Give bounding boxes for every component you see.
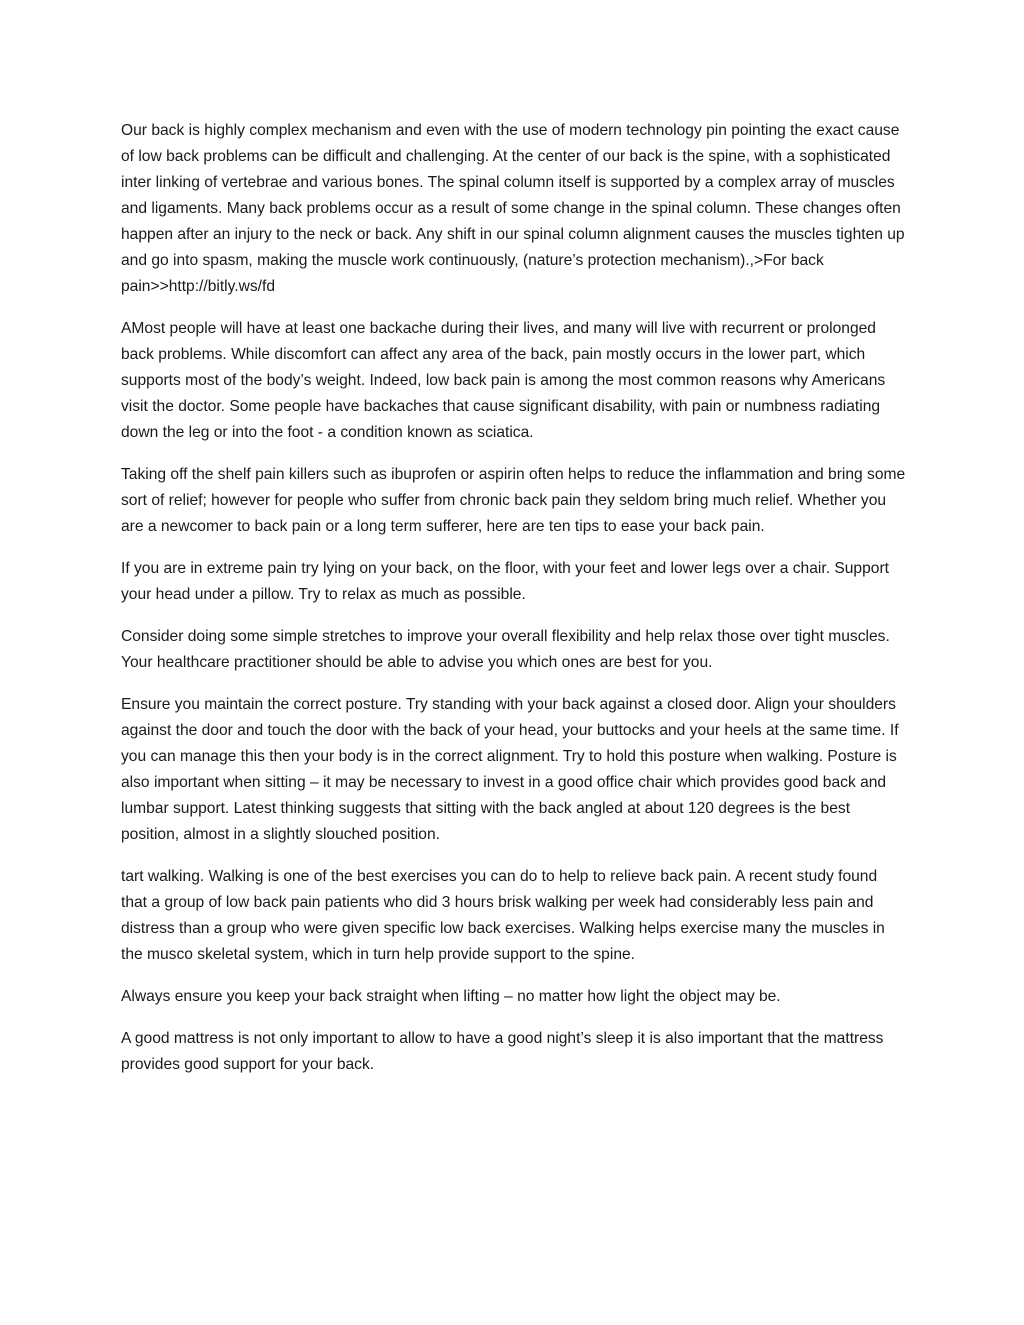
paragraph-posture: Ensure you maintain the correct posture. Try standing with your back against a closed door. Align your shoulders against the door and touch the door with the back of your head, your buttocks and your heels at the same time. If you can manage this then your body is in the correct alignment. Try to hold this posture when walking. Posture is also important when sitting – it may be necessary to invest in a good office chair which provides good back and lumbar support. Latest thinking suggests that sitting with the back angled at about 120 degrees is the best position, almost in a slightly slouched position. [121,696,899,843]
paragraph-stretches: Consider doing some simple stretches to improve your overall flexibility and help relax those over tight muscles. Your healthcare practitioner should be able to advise you which ones are best for you. [121,628,890,671]
document-page [121,118,906,1078]
paragraph-lifting: Always ensure you keep your back straight when lifting – no matter how light the object may be. [121,988,781,1005]
paragraph-extreme-pain: If you are in extreme pain try lying on your back, on the floor, with your feet and lower legs over a chair. Support your head under a pillow. Try to relax as much as possible. [121,560,889,603]
paragraph-mattress: A good mattress is not only important to allow to have a good night’s sleep it is also important that the mattress provides good support for your back. [121,1030,884,1073]
paragraph-backache-prevalence: AMost people will have at least one backache during their lives, and many will live with recurrent or prolonged back problems. While discomfort can affect any area of the back, pain mostly occurs in the lower part, which supports most of the body’s weight. Indeed, low back pain is among the most common reasons why Americans visit the doctor. Some people have backaches that cause significant disability, with pain or numbness radiating down the leg or into the foot - a condition known as sciatica. [121,320,886,441]
paragraph-pain-killers: Taking off the shelf pain killers such as ibuprofen or aspirin often helps to reduce the inflammation and bring some sort of relief; however for people who suffer from chronic back pain they seldom bring much relief. Whether you are a newcomer to back pain or a long term sufferer, here are ten tips to ease your back pain. [121,466,906,535]
paragraph-walking: tart walking. Walking is one of the best exercises you can do to help to relieve back pain. A recent study found that a group of low back pain patients who did 3 hours brisk walking per week had considerably less pain and distress than a group who were given specific low back exercises. Walking helps exercise many the muscles in the musco skeletal system, which in turn help provide support to the spine. [121,868,885,963]
paragraph-spine-overview: Our back is highly complex mechanism and even with the use of modern technology pin pointing the exact cause of low back problems can be difficult and challenging. At the center of our back is the spine, with a sophisticated inter linking of vertebrae and various bones. The spinal column itself is supported by a complex array of muscles and ligaments. Many back problems occur as a result of some change in the spinal column. These changes often happen after an injury to the neck or back. Any shift in our spinal column alignment causes the muscles tighten up and go into spasm, making the muscle work continuously, (nature’s protection mechanism).,>For back pain>>http://bitly.ws/fd [121,122,905,295]
